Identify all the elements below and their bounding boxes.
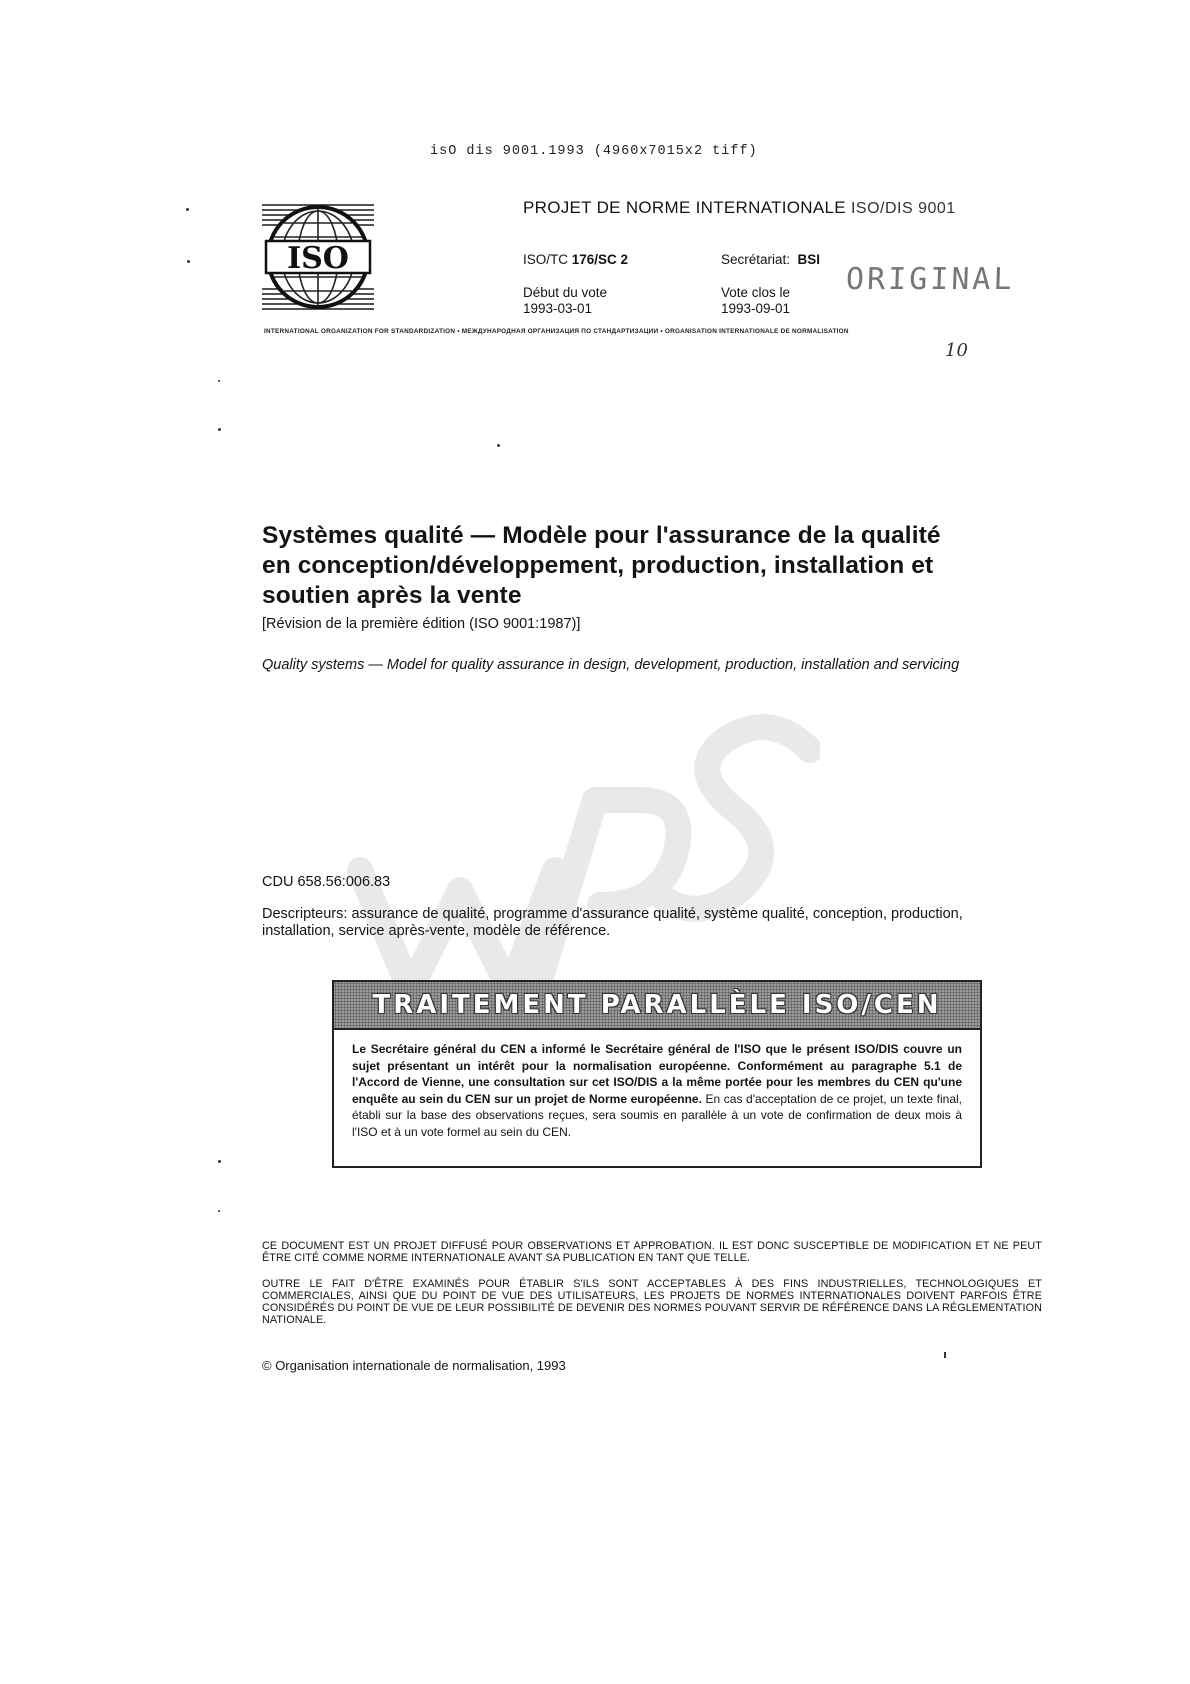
parallel-heading: TRAITEMENT PARALLÈLE ISO/CEN [334,982,980,1030]
title-line-1: Systèmes qualité — Modèle pour l'assurance de la qualité [262,522,941,549]
examination-notice: OUTRE LE FAIT D'ÊTRE EXAMINÉS POUR ÉTABLIR S'ILS SONT ACCEPTABLES À DES FINS INDUSTRIELLES, TECHNOLOGIQUES ET COMMERCIALES, AINSI QUE DU POINT DE VUE DES UTILISATEURS, LES PROJETS DE NORMES INTERNATIONALES DOIVENT PARFOIS ÊTRE CONSIDÉRÉS DU POINT DE VUE DE LEUR POSSIBILITÉ DE DEVENIR DES NORMES POUVANT SERVIR DE RÉFÉRENCE DANS LA RÉGLEMENTATION NATIONALE. [262,1278,1042,1326]
parallel-processing-box [332,980,982,1168]
title-line-3: soutien après la vente [262,582,522,609]
secretariat [721,252,820,268]
scan-header: isO dis 9001.1993 (4960x7015x2 tiff) [430,144,758,159]
vote-start-label: Début du vote [523,285,608,300]
vote-end [721,285,790,317]
iso-globe-logo [262,201,374,313]
project-ref: ISO/DIS 9001 [850,200,956,217]
vote-end-label: Vote clos le [721,285,791,300]
project-label: PROJET DE NORME INTERNATIONALE [523,198,846,217]
committee-number: 176/SC 2 [571,252,629,267]
document-title [262,521,1062,611]
parallel-text-bold: Le Secrétaire général du CEN a informé le Secrétaire général de l'ISO que le présent ISO/DIS couvre un sujet présentant un intérêt pour la normalisation européenne. Conformément au paragraphe 5.1 de l'Accord de Vienne, une consultation sur cet ISO/DIS a la même portée pour les membres du CEN qu'une enquête au sein du CEN sur un projet de Norme européenne. [352,1042,962,1106]
wps-watermark-logo [340,690,820,1010]
cdu-code: CDU 658.56:006.83 [262,874,391,890]
secretariat-value: BSI [797,252,821,267]
original-stamp: ORIGINAL [845,262,1016,297]
vote-end-date: 1993-09-01 [721,301,791,316]
org-band: INTERNATIONAL ORGANIZATION FOR STANDARDIZATION • МЕЖДУНАРОДНАЯ ОРГАНИЗАЦИЯ ПО СТАНДАРТИЗАЦИИ • ORGANISATION INTERNATIONALE DE NORMALISATION [264,328,849,335]
iso-logo-text: ISO [287,241,349,276]
english-title: Quality systems — Model for quality assurance in design, development, production, installation and servicing [262,657,960,673]
committee-prefix: ISO/TC [523,252,572,267]
copyright-line: © Organisation internationale de normalisation, 1993 [262,1358,566,1373]
project-line [523,198,956,218]
parallel-body [334,1030,980,1140]
vote-start-date: 1993-03-01 [523,301,593,316]
vote-start [523,285,607,317]
descriptors: Descripteurs: assurance de qualité, programme d'assurance qualité, système qualité, conception, production, installation, service après-vente, modèle de référence. [262,906,963,939]
revision-note: [Révision de la première édition (ISO 9001:1987)] [262,616,581,632]
title-line-2: en conception/développement, production, installation et [262,552,934,579]
secretariat-label: Secrétariat: [721,252,791,267]
committee [523,252,628,268]
parallel-text-regular: En cas d'acceptation de ce projet, un texte final, établi sur la base des observations reçues, sera soumis en parallèle à un vote de confirmation de deux mois à l'ISO et à un vote formel au sein du CEN. [352,1091,963,1139]
draft-notice: CE DOCUMENT EST UN PROJET DIFFUSÉ POUR OBSERVATIONS ET APPROBATION. IL EST DONC SUSCEPTIBLE DE MODIFICATION ET NE PEUT ÊTRE CITÉ COMME NORME INTERNATIONALE AVANT SA PUBLICATION EN TANT QUE TELLE. [262,1240,1042,1264]
handwritten-note: 10 [945,340,968,361]
